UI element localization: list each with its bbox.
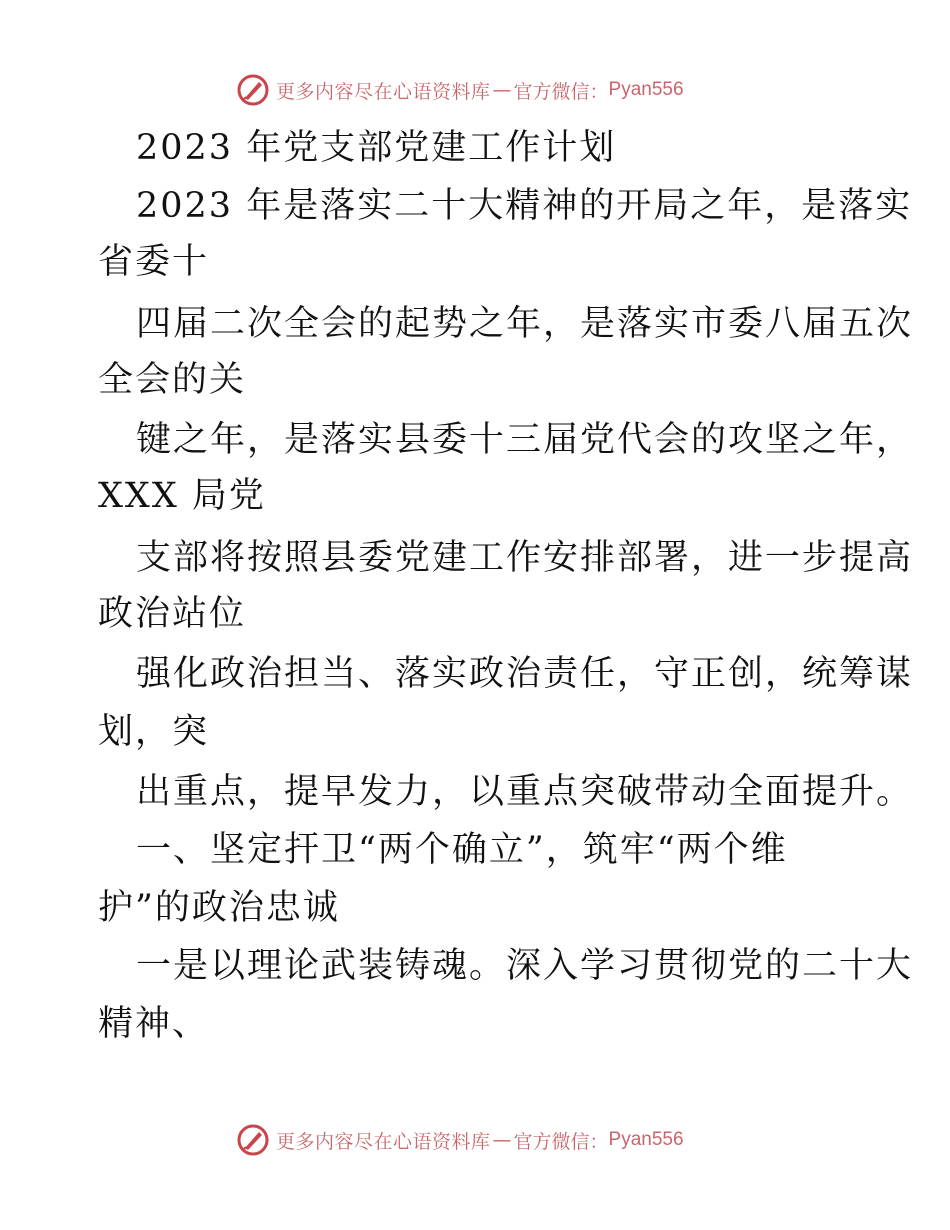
watermark-account: Pyan556 [608, 1129, 684, 1150]
watermark-label: 官方微信： [513, 80, 609, 103]
watermark-dash: — [492, 79, 512, 101]
quill-logo-icon [236, 1123, 270, 1157]
paragraph-line: 划，突 [98, 712, 210, 752]
watermark-main-text: 更多内容尽在心语资料库 [276, 1130, 491, 1153]
paragraph-line: 支部将按照县委党建工作安排部署，进一步提高 [136, 538, 914, 578]
paragraph-line: 2023 年是落实二十大精神的开局之年，是落实 [136, 186, 913, 226]
watermark-main-text: 更多内容尽在心语资料库 [276, 80, 491, 103]
document-title: 2023 年党支部党建工作计划 [136, 128, 617, 168]
watermark-dash: — [492, 1129, 512, 1151]
header-watermark [236, 72, 684, 108]
quill-logo-icon [236, 73, 270, 107]
paragraph-line: 政治站位 [98, 594, 247, 634]
paragraph-line: 精神、 [98, 1004, 210, 1044]
watermark-label: 官方微信： [513, 1130, 609, 1153]
section-heading: 护”的政治忠诚 [98, 888, 340, 928]
paragraph-line: 出重点，提早发力，以重点突破带动全面提升。 [136, 772, 914, 812]
footer-watermark [236, 1122, 684, 1158]
paragraph-line: XXX 局党 [98, 476, 266, 516]
paragraph-line: 四届二次全会的起势之年，是落实市委八届五次 [136, 304, 914, 344]
paragraph-line: 省委十 [98, 242, 210, 282]
paragraph-line: 一是以理论武装铸魂。深入学习贯彻党的二十大 [136, 946, 914, 986]
paragraph-line: 全会的关 [98, 360, 247, 400]
watermark-account: Pyan556 [608, 79, 684, 100]
paragraph-line: 强化政治担当、落实政治责任，守正创，统筹谋 [136, 654, 914, 694]
paragraph-line: 键之年，是落实县委十三届党代会的攻坚之年， [136, 420, 914, 460]
section-heading: 一、坚定扞卫“两个确立”，筑牢“两个维 [136, 830, 788, 870]
